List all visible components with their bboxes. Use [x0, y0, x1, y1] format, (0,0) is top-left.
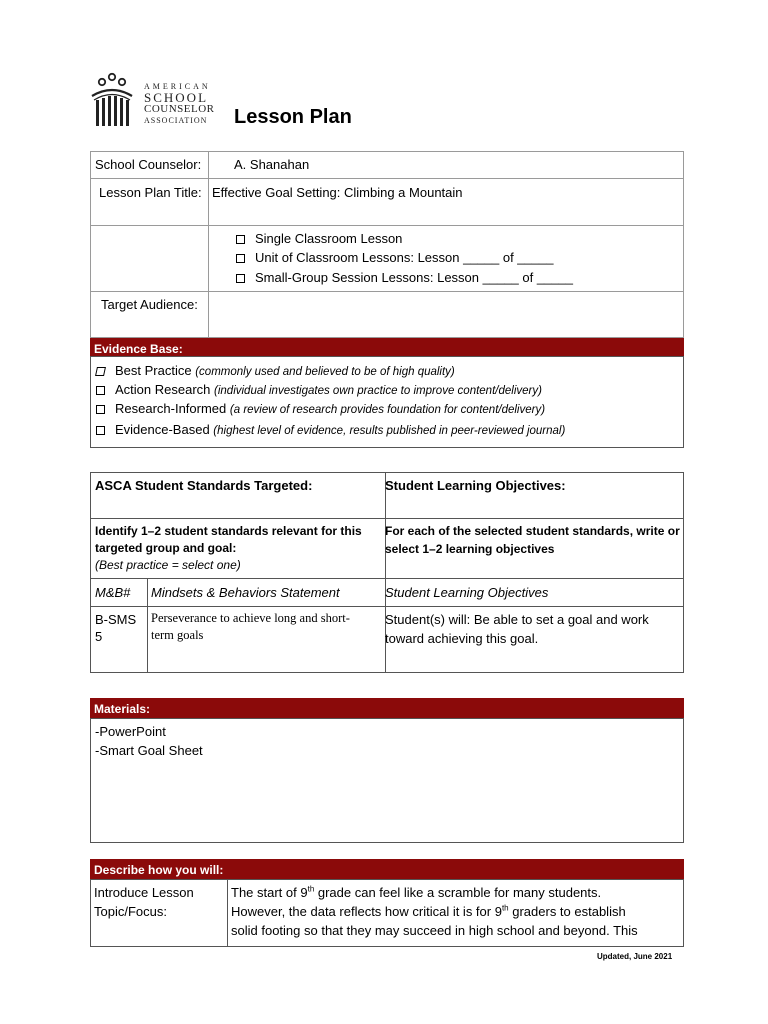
introduce-lesson-text[interactable]: However, the data reflects how critical it is for 9th graders to establish	[231, 903, 626, 919]
introduce-lesson-label: Topic/Focus:	[94, 904, 167, 919]
page-title: Lesson Plan	[234, 106, 352, 128]
lesson-option-single[interactable]: Single Classroom Lesson	[236, 230, 402, 248]
logo-line-american: AMERICAN	[144, 82, 211, 91]
describe-header: Describe how you will:	[90, 859, 684, 879]
logo-line-school: SCHOOL	[144, 90, 209, 105]
evidence-item[interactable]: Best Practice (commonly used and believed to be of high quality)	[96, 362, 455, 381]
introduce-lesson-text[interactable]: solid footing so that they may succeed in high school and beyond. This	[231, 923, 638, 938]
objectives-header: Student Learning Objectives:	[385, 478, 566, 493]
logo-line-counselor: COUNSELOR	[144, 103, 215, 115]
materials-header: Materials:	[90, 698, 684, 718]
standards-instruction: targeted group and goal:	[95, 541, 237, 555]
standard-code: B-SMS	[95, 612, 137, 627]
evidence-header: Evidence Base:	[90, 338, 684, 356]
checkbox-icon[interactable]	[236, 235, 245, 244]
checkbox-icon[interactable]	[236, 254, 245, 263]
objective-column-header: Student Learning Objectives	[385, 585, 549, 600]
learning-objective[interactable]: toward achieving this goal.	[385, 631, 539, 646]
objectives-instruction: For each of the selected student standards, write or	[385, 524, 680, 538]
evidence-item[interactable]: Research-Informed (a review of research provides foundation for content/delivery)	[96, 400, 545, 419]
standards-instruction-note: (Best practice = select one)	[95, 558, 241, 572]
lesson-title-value[interactable]: Effective Goal Setting: Climbing a Mountain	[212, 185, 463, 200]
materials-box[interactable]	[90, 718, 684, 843]
logo-line-association: ASSOCIATION	[144, 116, 208, 125]
lesson-title-label: Lesson Plan Title:	[99, 185, 202, 200]
code-column-header: M&B#	[95, 585, 131, 600]
checkbox-icon[interactable]	[96, 405, 105, 414]
standards-instruction: Identify 1–2 student standards relevant for this	[95, 524, 362, 538]
checkbox-icon[interactable]	[96, 426, 105, 435]
introduce-lesson-label: Introduce Lesson	[94, 885, 194, 900]
lesson-option-unit[interactable]: Unit of Classroom Lessons: Lesson _____ of _____	[236, 249, 553, 267]
learning-objective[interactable]: Student(s) will: Be able to set a goal and work	[385, 612, 649, 627]
standards-header: ASCA Student Standards Targeted:	[95, 478, 313, 493]
standard-code: 5	[95, 629, 103, 644]
evidence-item[interactable]: Action Research (individual investigates own practice to improve content/delivery)	[96, 381, 542, 400]
counselor-value[interactable]: A. Shanahan	[234, 157, 310, 172]
checkbox-icon[interactable]	[236, 274, 245, 283]
counselor-label: School Counselor:	[95, 157, 202, 172]
introduce-lesson-text[interactable]: The start of 9th grade can feel like a scramble for many students.	[231, 884, 602, 900]
standard-statement[interactable]: Perseverance to achieve long and short-	[151, 611, 350, 625]
footer-updated: Updated, June 2021	[597, 952, 673, 961]
material-item: -Smart Goal Sheet	[95, 743, 203, 758]
target-audience-label: Target Audience:	[101, 297, 198, 312]
evidence-item[interactable]: Evidence-Based (highest level of evidence, results published in peer-reviewed journal)	[96, 421, 565, 440]
objectives-instruction: select 1–2 learning objectives	[385, 542, 555, 556]
asca-logo	[90, 72, 230, 130]
checkbox-icon[interactable]	[95, 367, 106, 376]
standard-statement[interactable]: term goals	[151, 628, 204, 642]
material-item: -PowerPoint	[95, 724, 166, 739]
checkbox-icon[interactable]	[96, 386, 105, 395]
statement-column-header: Mindsets & Behaviors Statement	[151, 585, 340, 600]
lesson-option-small-group[interactable]: Small-Group Session Lessons: Lesson _____ of _____	[236, 269, 573, 287]
asca-logo-icon	[90, 72, 134, 128]
